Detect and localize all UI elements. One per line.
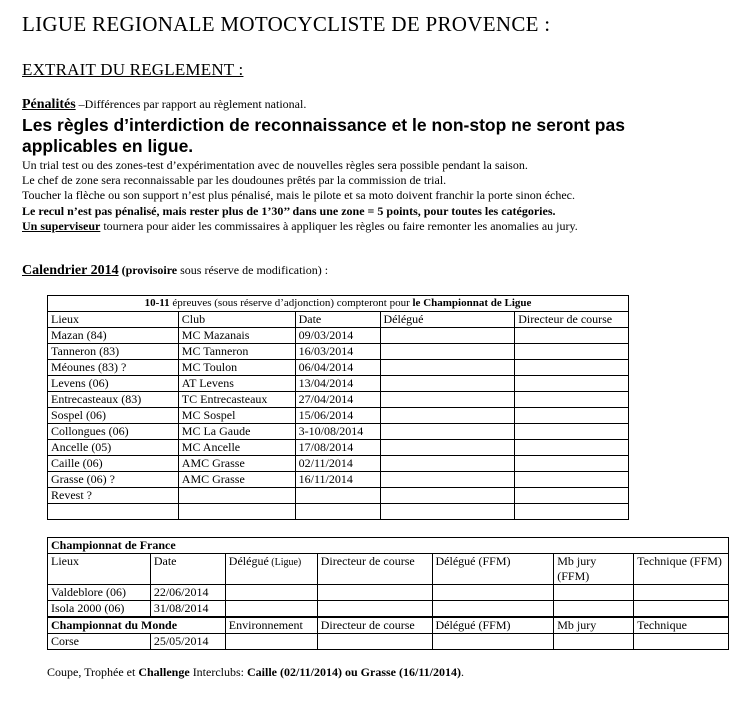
- table-cell: 22/06/2014: [150, 585, 225, 601]
- col-header: Technique: [634, 617, 729, 634]
- table-cell: MC Tanneron: [178, 344, 295, 360]
- table-row: [48, 634, 729, 650]
- table-cell: Ancelle (05): [48, 440, 179, 456]
- table-row: [48, 504, 629, 520]
- table-cell: [295, 504, 380, 520]
- penalites-label: Pénalités: [22, 97, 76, 112]
- table-cell: [515, 472, 629, 488]
- col-header: Date: [295, 312, 380, 328]
- table-cell: 16/11/2014: [295, 472, 380, 488]
- table-cell: [515, 344, 629, 360]
- calendrier-note: sous réserve de modification) :: [177, 263, 329, 277]
- table-cell: Grasse (06) ?: [48, 472, 179, 488]
- table-cell: [48, 504, 179, 520]
- table-row: [48, 328, 629, 344]
- table-row: [48, 376, 629, 392]
- table-cell: [380, 328, 515, 344]
- monde-header-row: [48, 617, 729, 634]
- table-cell: Collongues (06): [48, 424, 179, 440]
- table-cell: [380, 360, 515, 376]
- table-cell: [515, 392, 629, 408]
- table-cell: [380, 440, 515, 456]
- rule-line-5: [22, 219, 578, 234]
- table-row: [48, 424, 629, 440]
- col-header: Mb jury: [554, 617, 634, 634]
- footer-line: [47, 665, 464, 680]
- superviseur-label: Un superviseur: [22, 219, 101, 233]
- col-header: Délégué: [380, 312, 515, 328]
- table-cell: 02/11/2014: [295, 456, 380, 472]
- france-title: Championnat de France: [48, 538, 729, 554]
- table-caption-row: [48, 296, 629, 312]
- col-header: Club: [178, 312, 295, 328]
- table-cell: [178, 488, 295, 504]
- footer-dates: Caille (02/11/2014) ou Grasse (16/11/2014): [247, 665, 462, 679]
- table-cell: MC La Gaude: [178, 424, 295, 440]
- footer-text: .: [461, 665, 465, 679]
- table-row: [48, 408, 629, 424]
- table-row: [48, 456, 629, 472]
- penalites-line: [22, 97, 306, 113]
- table-row: [48, 472, 629, 488]
- col-header: Délégué (Ligue): [225, 554, 317, 585]
- table-cell: 3-10/08/2014: [295, 424, 380, 440]
- table-cell: 15/06/2014: [295, 408, 380, 424]
- table-row: [48, 440, 629, 456]
- table-cell: 16/03/2014: [295, 344, 380, 360]
- table-row: [48, 360, 629, 376]
- table-cell: AT Levens: [178, 376, 295, 392]
- table-row: [48, 488, 629, 504]
- table-cell: 27/04/2014: [295, 392, 380, 408]
- penalites-headline: Les règles d’interdiction de reconnaissance et le non-stop ne seront pas applicables en ligue.: [22, 115, 625, 156]
- table-cell: 09/03/2014: [295, 328, 380, 344]
- section-subtitle: EXTRAIT DU REGLEMENT :: [22, 60, 244, 79]
- superviseur-text: tournera pour aider les commissaires à appliquer les règles ou faire remonter les anomalies au jury.: [100, 219, 578, 233]
- ligue-table: [47, 295, 629, 520]
- table-cell: Tanneron (83): [48, 344, 179, 360]
- table-cell: [515, 456, 629, 472]
- monde-title: Championnat du Monde: [48, 617, 226, 634]
- france-table: [47, 537, 729, 650]
- table-cell: [380, 392, 515, 408]
- table-row: [48, 344, 629, 360]
- table-cell: Entrecasteaux (83): [48, 392, 179, 408]
- col-header: Environnement: [225, 617, 317, 634]
- table-cell: TC Entrecasteaux: [178, 392, 295, 408]
- table-cell: [515, 440, 629, 456]
- table-cell: MC Ancelle: [178, 440, 295, 456]
- table-cell: [515, 424, 629, 440]
- table-cell: [515, 376, 629, 392]
- table-cell: AMC Grasse: [178, 456, 295, 472]
- col-header: Lieux: [48, 312, 179, 328]
- rule-line-4: Le recul n’est pas pénalisé, mais rester plus de 1’30’’ dans une zone = 5 points, pour toutes les catégories.: [22, 204, 556, 218]
- col-header: Lieux: [48, 554, 151, 585]
- calendrier-note-bold: (provisoire: [121, 263, 178, 277]
- table-cell: Corse: [48, 634, 151, 650]
- table-cell: [380, 408, 515, 424]
- table-cell: [380, 424, 515, 440]
- col-header: Directeur de course: [515, 312, 629, 328]
- table-cell: MC Sospel: [178, 408, 295, 424]
- table-cell: Méounes (83) ?: [48, 360, 179, 376]
- rule-line-1: Un trial test ou des zones-test d’expérimentation avec de nouvelles règles sera possible pendant la saison.: [22, 158, 528, 172]
- table-cell: Revest ?: [48, 488, 179, 504]
- table-cell: MC Toulon: [178, 360, 295, 376]
- col-header: Mb jury (FFM): [554, 554, 634, 585]
- table-cell: Isola 2000 (06): [48, 601, 151, 618]
- col-header: Délégué (FFM): [432, 554, 554, 585]
- table-cell: [380, 344, 515, 360]
- rule-line-2: Le chef de zone sera reconnaissable par les doudounes prêtés par la commission de trial.: [22, 173, 447, 187]
- table-cell: [380, 488, 515, 504]
- table-cell: [515, 488, 629, 504]
- table-cell: [295, 488, 380, 504]
- table-row: [48, 585, 729, 601]
- table-caption-row: [48, 538, 729, 554]
- table-cell: [515, 360, 629, 376]
- table-cell: Sospel (06): [48, 408, 179, 424]
- col-header: Directeur de course: [317, 554, 432, 585]
- table-cell: [178, 504, 295, 520]
- table-cell: Levens (06): [48, 376, 179, 392]
- page-title: LIGUE REGIONALE MOTOCYCLISTE DE PROVENCE :: [22, 12, 551, 36]
- table-cell: [515, 328, 629, 344]
- table-cell: 06/04/2014: [295, 360, 380, 376]
- table-cell: Mazan (84): [48, 328, 179, 344]
- table-cell: Valdeblore (06): [48, 585, 151, 601]
- penalites-intro: –Différences par rapport au règlement national.: [75, 97, 307, 111]
- ligue-caption: 10-11 épreuves (sous réserve d’adjonction) compteront pour le Championnat de Ligue: [48, 296, 629, 312]
- table-cell: [380, 504, 515, 520]
- table-cell: [515, 504, 629, 520]
- col-header: Technique (FFM): [634, 554, 729, 585]
- table-cell: 25/05/2014: [150, 634, 225, 650]
- col-header: Date: [150, 554, 225, 585]
- table-cell: 17/08/2014: [295, 440, 380, 456]
- table-cell: MC Mazanais: [178, 328, 295, 344]
- table-cell: [380, 376, 515, 392]
- table-header-row: [48, 312, 629, 328]
- table-cell: 13/04/2014: [295, 376, 380, 392]
- table-row: [48, 601, 729, 618]
- calendrier-title: Calendrier 2014: [22, 263, 119, 278]
- col-header: Directeur de course: [317, 617, 432, 634]
- table-cell: 31/08/2014: [150, 601, 225, 618]
- footer-text: Interclubs:: [189, 665, 248, 679]
- table-cell: [380, 456, 515, 472]
- table-cell: Caille (06): [48, 456, 179, 472]
- table-cell: [380, 472, 515, 488]
- table-cell: [515, 408, 629, 424]
- table-cell: AMC Grasse: [178, 472, 295, 488]
- footer-bold: Challenge: [138, 665, 190, 679]
- table-row: [48, 392, 629, 408]
- rule-line-3: Toucher la flèche ou son support n’est plus pénalisé, mais le pilote et sa moto doivent franchir la porte sinon échec.: [22, 188, 575, 202]
- footer-text: Coupe, Trophée et: [47, 665, 139, 679]
- table-header-row: [48, 554, 729, 585]
- calendrier-heading: [22, 263, 328, 279]
- col-header: Délégué (FFM): [432, 617, 554, 634]
